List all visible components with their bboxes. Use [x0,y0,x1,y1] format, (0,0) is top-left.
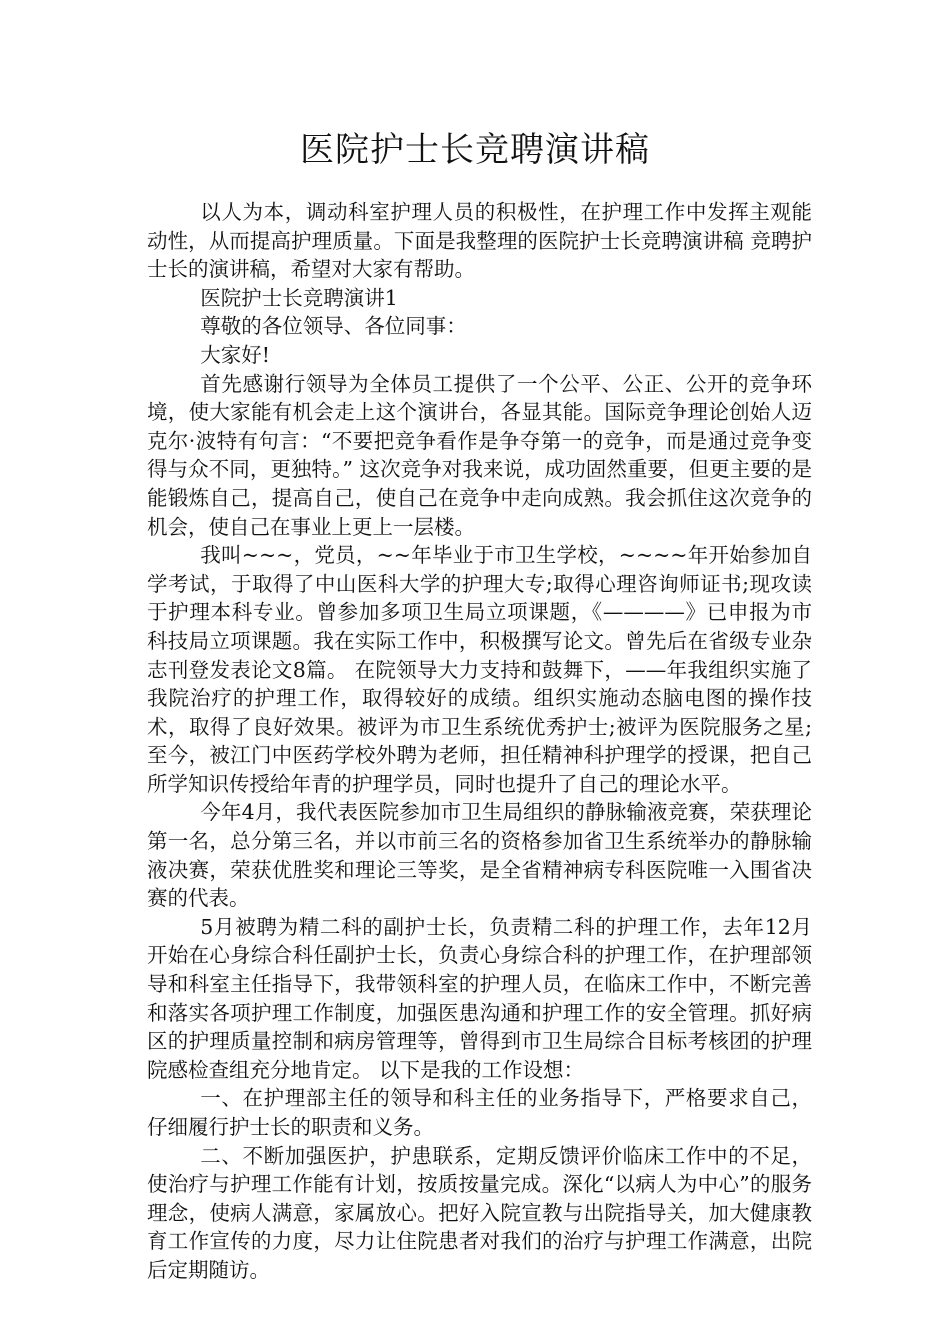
plan-item-1: 一、在护理部主任的领导和科主任的业务指导下，严格要求自己，仔细履行护士长的职责和义务。 [147,1086,812,1139]
intro-paragraph: 以人为本，调动科室护理人员的积极性，在护理工作中发挥主观能动性，从而提高护理质量。下面是我整理的医院护士长竞聘演讲稿 竞聘护士长的演讲稿，希望对大家有帮助。 [147,200,812,282]
greeting: 大家好! [200,342,271,367]
speech-heading: 医院护士长竞聘演讲1 [200,285,398,310]
document-title: 医院护士长竞聘演讲稿 [300,130,650,170]
body-paragraph: 5月被聘为精二科的副护士长，负责精二科的护理工作，去年12月开始在心身综合科任副护士长，负责心身综合科的护理工作，在护理部领导和科室主任指导下，我带领科室的护理人员，在临床工作中，不断完善和落实各项护理工作制度，加强医患沟通和护理工作的安全管理。抓好病区的护理质量控制和病房管理等，曾得到市卫生局综合目标考核团的护理院感检查组充分地肯定。 以下是我的工作设想： [147,914,812,1082]
plan-item-2: 二、不断加强医护，护患联系，定期反馈评价临床工作中的不足，使治疗与护理工作能有计划，按质按量完成。深化“以病人为中心”的服务理念，使病人满意，家属放心。把好入院宣教与出院指导关，加大健康教育工作宣传的力度，尽力让住院患者对我们的治疗与护理工作满意，出院后定期随访。 [147,1143,812,1282]
body-paragraph: 首先感谢行领导为全体员工提供了一个公平、公正、公开的竞争环境，使大家能有机会走上这个演讲台，各显其能。国际竞争理论创始人迈克尔·波特有句言：“不要把竞争看作是争夺第一的竞争，而是通过竞争变得与众不同，更独特。” 这次竞争对我来说，成功固然重要，但更主要的是能锻炼自己，提高自己，使自己在竞争中走向成熟。我会抓住这次竞争的机会，使自己在事业上更上一层楼。 [147,371,812,539]
salutation: 尊敬的各位领导、各位同事： [200,314,467,339]
body-paragraph: 今年4月，我代表医院参加市卫生局组织的静脉输液竞赛，荣获理论第一名，总分第三名，并以市前三名的资格参加省卫生系统举办的静脉输液决赛，荣获优胜奖和理论三等奖，是全省精神病专科医院唯一入围省决赛的代表。 [147,800,812,911]
body-paragraph: 我叫~~~，党员，~~年毕业于市卫生学校，~~~~年开始参加自学考试，于取得了中山医科大学的护理大专;取得心理咨询师证书;现攻读于护理本科专业。曾参加多项卫生局立项课题，《————》已申报为市科技局立项课题。我在实际工作中，积极撰写论文。曾先后在省级专业杂志刊登发表论文8篇。 在院领导大力支持和鼓舞下，——年我组织实施了我院治疗的护理工作，取得较好的成绩。组织实施动态脑电图的操作技术，取得了良好效果。被评为市卫生系统优秀护士;被评为医院服务之星;至今，被江门中医药学校外聘为老师，担任精神科护理学的授课，把自己所学知识传授给年青的护理学员，同时也提升了自己的理论水平。 [147,543,812,796]
document-body [147,198,812,1285]
